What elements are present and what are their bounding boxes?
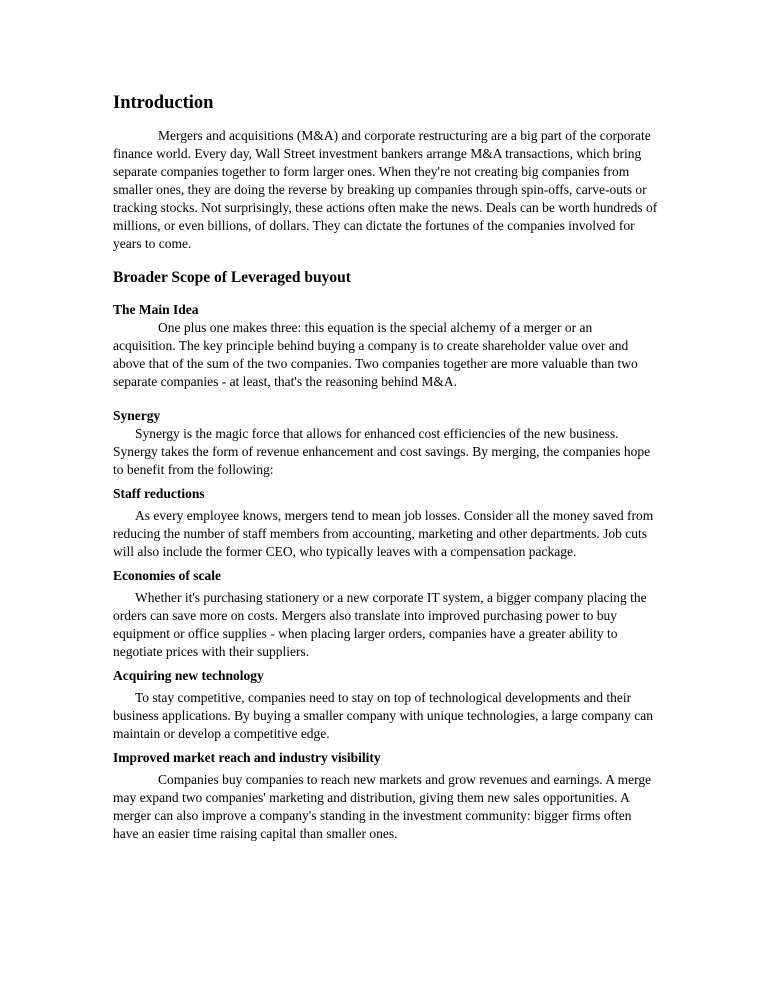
staff-reductions-heading: Staff reductions bbox=[113, 486, 205, 501]
synergy-heading: Synergy bbox=[113, 408, 161, 423]
main-idea-paragraph: One plus one makes three: this equation is the special alchemy of a merger or an acquisition. The key principle behind buying a company is to create shareholder value over and above that of the sum of the two companies. Two companies together are more valuable than two separate companies - at least, that's the reasoning behind M&A. bbox=[113, 320, 638, 389]
staff-reductions-paragraph: As every employee knows, mergers tend to mean job losses. Consider all the money saved from reducing the number of staff members from accounting, marketing and other departments. Job cuts will also include the former CEO, who typically leaves with a compensation package. bbox=[113, 508, 654, 559]
document-page bbox=[113, 92, 658, 843]
introduction-paragraph: Mergers and acquisitions (M&A) and corporate restructuring are a big part of the corporate finance world. Every day, Wall Street investment bankers arrange M&A transactions, which bring separate companies together to form larger ones. When they're not creating big companies from smaller ones, they are doing the reverse by breaking up companies through spin-offs, carve-outs or tracking stocks. Not surprisingly, these actions often make the news. Deals can be worth hundreds of millions, or even billions, of dollars. They can dictate the fortunes of the companies involved for years to come. bbox=[113, 128, 658, 251]
broader-scope-heading: Broader Scope of Leveraged buyout bbox=[113, 269, 351, 286]
market-reach-paragraph: Companies buy companies to reach new markets and grow revenues and earnings. A merge may expand two companies' marketing and distribution, giving them new sales opportunities. A merger can also improve a company's standing in the investment community: bigger firms often have an easier time raising capital than smaller ones. bbox=[113, 772, 652, 841]
main-idea-heading: The Main Idea bbox=[113, 302, 199, 317]
acquiring-technology-heading: Acquiring new technology bbox=[113, 668, 264, 683]
synergy-paragraph: Synergy is the magic force that allows for enhanced cost efficiencies of the new business. Synergy takes the form of revenue enhancement and cost savings. By merging, the companies hope to benefit from the following: bbox=[113, 426, 651, 477]
acquiring-technology-paragraph: To stay competitive, companies need to stay on top of technological developments and their business applications. By buying a smaller company with unique technologies, a large company can maintain or develop a competitive edge. bbox=[113, 690, 653, 741]
introduction-heading: Introduction bbox=[113, 93, 214, 113]
market-reach-heading: Improved market reach and industry visibility bbox=[113, 750, 381, 765]
economies-of-scale-paragraph: Whether it's purchasing stationery or a new corporate IT system, a bigger company placing the orders can save more on costs. Mergers also translate into improved purchasing power to buy equipment or office supplies - when placing larger orders, companies have a greater ability to negotiate prices with their suppliers. bbox=[113, 590, 647, 659]
economies-of-scale-heading: Economies of scale bbox=[113, 568, 221, 583]
